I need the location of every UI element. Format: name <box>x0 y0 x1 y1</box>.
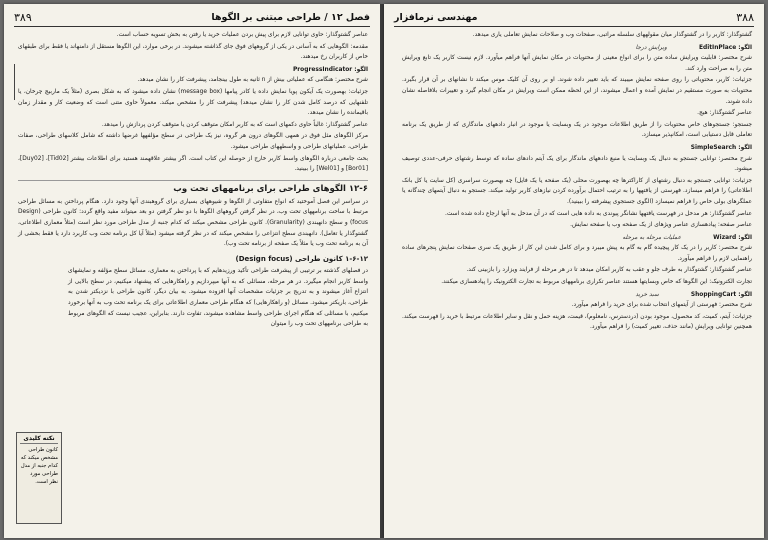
key-note-text: کانون طراحی مشخص میکند که کدام جنبه از مدل طراحی مورد نظر است. <box>20 447 58 485</box>
paragraph: مرکز الگوهای مثل فوق در همهی الگوهای درون هر گروه، نیز یک طراحی در سطح مؤلفهها غرضها داشته که شامل کلاسهای طراحی، صفات طراحی، عملیاتهای طراحی و واسطههای طراحی میشود. <box>18 133 368 150</box>
paragraph: شرح مختصر: فهرستی از آیتمهای انتخاب شده برای خرید را فراهم میآورد. <box>571 302 752 309</box>
paragraph: جزئیات: توانایی جستجو به دنبال رشتهای از کاراکترها چه بهصورت محلی (یک صفحه یا یک فایل) چه بهصورت سراسری (کل سایت یا کل بانک اطلاعاتی) را فراهم میسازد. فهرستی از یافتهها را به ترتیب احتمال برآورده کردن نیازهای کاربر تولید میکند. جستجو به دنبال آیتمهای چندگانه یا عملگرهای بولی خاص را فراهم نمیسازد (الگوی جستجوی پیشرفته را ببینید). <box>402 177 752 205</box>
paragraph: شرح مختصر: قابلیت ویرایش ساده متن را برای انواع معینی از محتویات در مکان نمایش آنها فراهم میآورد. لازم نیست کاربر یک تابع ویرایش متن را به صراحت وارد کند. <box>402 55 752 72</box>
pattern-heading: الگو: ShoppingCart سبد خرید <box>635 291 752 298</box>
paragraph: جزئیات: آیتم، کمیت، کد محصول، موجود بودن (دردسترس، نامعلوم)، قیمت، هزینه حمل و نقل و سایر اطلاعات مرتبط با خرید را فهرست میکند. همچنین توانایی ویرایش (مانند حذف، تغییر کمیت) را فراهم میآورد. <box>401 313 752 331</box>
paragraph: جزئیات: بهصورت یک آیکون پویا نمایش داده یا کادر پیامها (message box) نشان داده میشود که به شکل بصری (مثلاً یک ماربیچ چرخان، یا تلفنهایی که درصد کامل شدن کار را نشان میدهد) پیشرفت کار را مشخص میکند. معمولاً حاوی متنی است که وضعیت کار و مقدار زمان باقیمانده را نشان میدهد. <box>18 88 368 117</box>
paragraph: جزئیات: کاربر، محتویاتی را روی صفحه نمایش میبیند که باید تغییر داده شوند. او بر روی آن کلیک موس میکند تا نشانهای بر آن قرار بگیرد. محتویات به صورت مستقیم در نمایش آمده و اعمال میشوند، از این لحظه ممکن است ویرایش در مکان انجام گیرد و تغییرات بلافاصله نشان داده شوند. <box>402 77 752 105</box>
left-page-header <box>14 10 370 27</box>
pattern-name: EditInPlace <box>698 44 737 51</box>
left-page-number: ۳۸۹ <box>14 11 32 24</box>
handwritten-annotation: سبد خرید <box>635 291 659 298</box>
paragraph: عناصر گشتوگذار: هر مدخل در فهرست یافتهها نشانگر پیوندی به داده هایی است که در آن مدخل به آنها ارجاع داده شده است. <box>445 210 752 217</box>
left-running-head: فصل ۱۲ / طراحی مبتنی بر الگوها <box>211 12 370 23</box>
right-running-head: مهندسی نرمافزار <box>394 12 478 23</box>
paragraph: در سراسر این فصل آموختید که انواع متفاوتی از الگوها و شیوههای بسیاری برای گروهبندی آنها وجود دارد. هنگام پرداختن به مسائل طراحی مرتبط با ساخت برنامههای تحت وب، در نظر گرفتن گروههای الگوها با دو نظر گرفتن دو بعد میتواند مفید واقع گردد: کانون طراحی (Design focus) و سطح دانهبندی (Granularity). کانون طراحی مشخص میکند که کدام جنبه از مدل طراحی مورد نظر است (مثلاً معماری اطلاعاتی، گشتوگذار یا تعامل). دانهبندی سطح انتزاعی را مشخص میکند که در نظر گرفته میشود (مثلاً آیا کل برنامه تحت وب کاربرد دارد یا فقط بخشی از آن به برنامه تحت وب یا مثلاً یک صفحه از برنامه تحت وب). <box>18 198 368 248</box>
paragraph: جستجو: جستجوهای خاص محتویات را از طریق اطلاعات موجود در یک وبسایت یا موجود در انبار دادههای ماندگاری که از طریق یک برنامه تعاملی قابل دستیابی است، امکانپذیر میسازد. <box>402 121 752 139</box>
paragraph: عناصر گشتوگذار: حاوی توانایی لازم برای پیش بردن عملیات خرید یا رفتن به بخش تسویه حساب است. <box>116 32 368 38</box>
key-note-title: نکته کلیدی <box>20 435 58 444</box>
pattern-name: Wizard <box>713 234 737 241</box>
pencil-margin-mark <box>14 64 15 100</box>
handwritten-annotation: ویرایش درجا <box>635 44 667 51</box>
paragraph: شرح مختصر: هنگامی که عملیاتی بیش از n ثانیه به طول بینجامد، پیشرفت کار را نشان میدهد. <box>137 77 368 84</box>
key-note-box <box>16 432 62 524</box>
right-page <box>384 4 764 538</box>
paragraph: شرح مختصر: کاربر را در یک کار پیچیده گام به گام به پیش میبرد و برای کامل شدن این کار از طریق یک سری صفحات نمایش پنجرهای ساده راهنمایی لازم را فراهم میآورد. <box>402 245 752 262</box>
left-text-column <box>18 30 368 331</box>
pattern-heading: الگو: Wizard عملیات مرحله به مرحله <box>622 234 752 241</box>
paragraph: در فصلهای گذشته بر ترتیبی از پیشرفت طراحی تأکید ورزیدهایم که با پرداختن به معماری، مسائل سطح مؤلفه و نمایشهای واسط کاربر انجام میگیرد. در هر مرحله، مسائلی که به آنها میپردازیم و راهکارهایی که پیشنهاد میکنیم، در سطح بالایی از انتزاع آغاز میشوند و به تدریج بر جزئیات مشخصات آنها افزوده میشود. به بیان دیگر، کانون طراحی با نزدیکتر شدن به طراحی، باریکتر میشود. مسائل (و راهکارهایی) که هنگام طراحی معماری اطلاعاتی برای یک برنامه تحت وب به آنها برخورد میکنیم، با مسائلی که هنگام اجرای طراحی واسط مشاهده میشوند، تفاوت دارند. بنابراین، عجیب نیست که الگوهای مربوط به طراحی برنامههای تحت وب را میتوان <box>68 268 368 328</box>
pattern-heading: الگو: EditInPlace ویرایش درجا <box>635 44 752 51</box>
paragraph: عناصر صفحه: پیادهسازی عناصر ویژهای از یک صفحه وب یا صفحه نمایش. <box>570 222 752 229</box>
paragraph: عناصر گشتوگذار: هیچ. <box>697 110 752 117</box>
handwritten-annotation: عملیات مرحله به مرحله <box>622 234 682 241</box>
pattern-name: SimpleSearch <box>690 144 737 151</box>
paragraph: شرح مختصر: توانایی جستجو به دنبال یک وبسایت یا منبع دادههای ماندگار برای یک آیتم دادهای ساده که توسط رشتهای حرفی-عددی توصیف میشود. <box>402 155 752 173</box>
paragraph: تجارت الکترونیک: این الگوها که خاص وبسایتها هستند عناصر تکراری برنامههای مربوط به تجارت الکترونیک را پیادهسازی میکنند. <box>441 279 752 286</box>
paragraph: عناصر گشتوگذار: غالباً حاوی دکمهای است که به کاربر امکان متوقف کردن یا متوقف کردن پردازش را میدهد. <box>101 121 368 128</box>
paragraph: عناصر گشتوگذار: گشتوگذار به طرف جلو و عقب به کاربر امکان میدهد تا در هر مرحله از فرایند ویزارد را بازبینی کند. <box>466 267 752 274</box>
right-text-column <box>402 30 752 334</box>
right-page-number: ۳۸۸ <box>736 11 754 24</box>
pattern-heading: الگو: SimpleSearch <box>690 144 752 151</box>
subsection-heading: ۱-۶-۱۲ کانون طراحی (Design focus) <box>235 254 368 263</box>
left-page <box>4 4 380 538</box>
pattern-name: ProgressIndicator <box>292 66 353 73</box>
right-page-header <box>394 10 754 27</box>
paragraph: بحث جامعی درباره الگوهای واسط کاربر خارج از حوصله این کتاب است. اگر بیشتر علاقهمند هستید برای اطلاعات بیشتر [Tid02]، [Duy02]، [Bor01] و [Wel01] را ببینید. <box>18 155 368 173</box>
paragraph: مقدمه: الگوهایی که به آسانی در یکی از گروههای فوق جای گذاشته میشوند. در برخی موارد، این الگوها مستقل از دامنهاند یا فقط برای طبقهای خاص از کاربران رخ میدهند. <box>18 43 368 61</box>
pattern-heading: الگو: ProgressIndicator <box>292 66 368 73</box>
pattern-name: ShoppingCart <box>690 291 737 298</box>
section-heading: ۱۲-۶ الگوهای طراحی برای برنامههای تحت وب <box>18 180 368 195</box>
paragraph: گشتوگذار: کاربر را در گشتوگذار میان مقولههای سلسله مراتبی، صفحات وب و صلاحات نمایش تعاملی یاری میدهد. <box>472 32 752 38</box>
